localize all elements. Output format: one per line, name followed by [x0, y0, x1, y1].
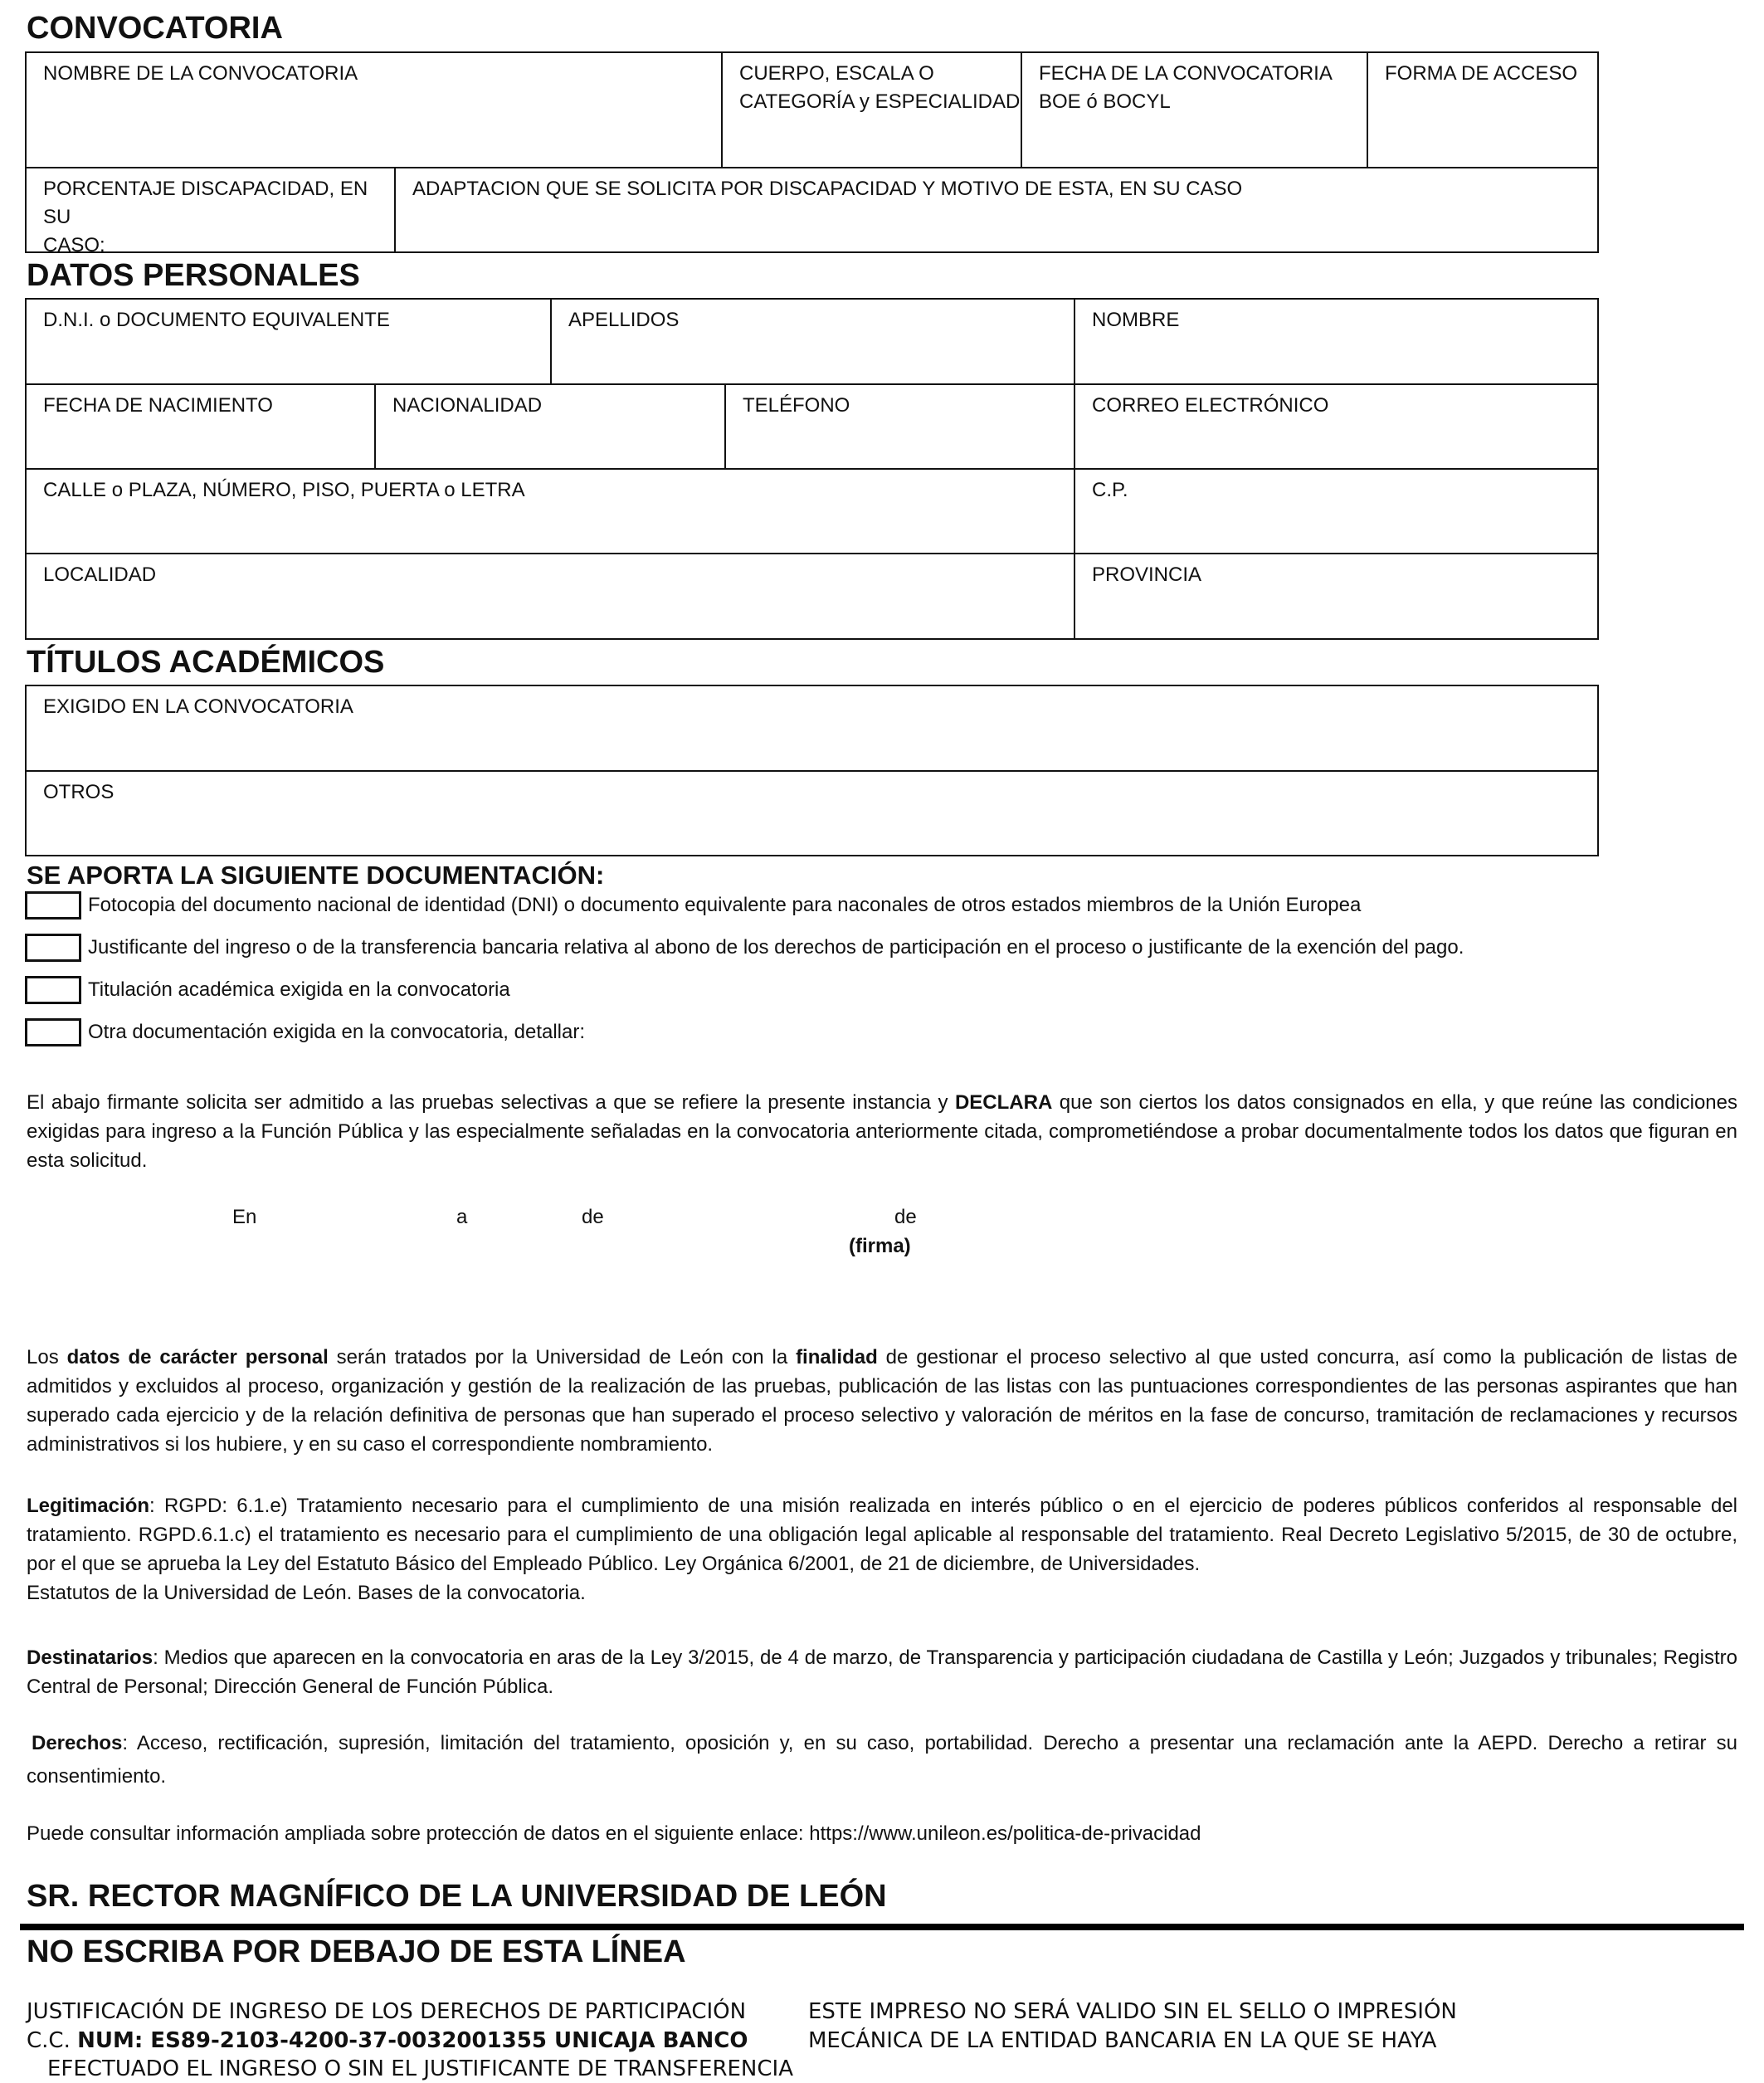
- destinatarios-paragraph: [27, 1643, 1737, 1701]
- field-label: FORMA DE ACCESO: [1385, 62, 1578, 85]
- field-titulo-otros[interactable]: [25, 770, 1599, 856]
- doc-item-otra: [25, 1017, 585, 1047]
- declaration-bold: DECLARA: [954, 1091, 1053, 1114]
- doc-item-dni: [25, 890, 1361, 920]
- field-telefono[interactable]: [724, 383, 1075, 470]
- privacy-paragraph: [27, 1343, 1737, 1459]
- footer-cuenta: [27, 2026, 748, 2056]
- field-localidad[interactable]: [25, 553, 1075, 640]
- field-label: ADAPTACION QUE SE SOLICITA POR DISCAPACIDAD Y MOTIVO DE ESTA, EN SU CASO: [412, 178, 1243, 200]
- field-label: C.P.: [1092, 479, 1128, 501]
- field-calle[interactable]: [25, 468, 1075, 554]
- field-label: APELLIDOS: [568, 309, 680, 331]
- section-title-documentacion: SE APORTA LA SIGUIENTE DOCUMENTACIÓN:: [27, 861, 605, 890]
- checkbox[interactable]: [25, 976, 81, 1004]
- declaration-paragraph: [27, 1088, 1737, 1175]
- field-titulo-exigido[interactable]: [25, 685, 1599, 772]
- checkbox[interactable]: [25, 891, 81, 920]
- field-fecha-convocatoria[interactable]: [1021, 51, 1368, 168]
- footer-aviso-3: EFECTUADO EL INGRESO O SIN EL JUSTIFICANTE DE TRANSFERENCIA: [47, 2056, 793, 2081]
- field-label: OTROS: [43, 781, 115, 803]
- field-nombre[interactable]: [1074, 298, 1599, 385]
- signature-en: En: [232, 1206, 257, 1228]
- derechos-label: Derechos: [32, 1732, 123, 1754]
- footer-cc-label: C.C.: [27, 2028, 78, 2053]
- field-label: NOMBRE DE LA CONVOCATORIA: [43, 62, 358, 85]
- footer-aviso-1: ESTE IMPRESO NO SERÁ VALIDO SIN EL SELLO O IMPRESIÓN: [808, 1999, 1457, 2024]
- field-nacionalidad[interactable]: [374, 383, 726, 470]
- checkbox[interactable]: [25, 1018, 81, 1046]
- field-label: PROVINCIA: [1092, 563, 1202, 586]
- field-label: CALLE o PLAZA, NÚMERO, PISO, PUERTA o LETRA: [43, 479, 525, 501]
- separator-bar: [20, 1924, 1744, 1930]
- legitimacion-paragraph: [27, 1491, 1737, 1578]
- field-label: PORCENTAJE DISCAPACIDAD, EN SU CASO:: [43, 178, 368, 256]
- legitimacion-text: : RGPD: 6.1.e) Tratamiento necesario para el cumplimiento de una misión realizada en interés público o en el ejercicio de poderes públicos conferidos al responsable del tratamiento. RGPD.6.1.c) el tratamiento es necesario para el cumplimiento de una obligación legal aplicable al responsable del tratamiento. Real Decreto Legislativo 5/2015, de 30 de octubre, por el que se aprueba la Ley del Estatuto Básico del Empleado Público. Ley Orgánica 6/2001, de 21 de diciembre, de Universidades.: [27, 1495, 1737, 1575]
- derechos-paragraph: [27, 1727, 1737, 1793]
- field-label: NACIONALIDAD: [392, 394, 543, 417]
- field-dni[interactable]: [25, 298, 552, 385]
- field-cp[interactable]: [1074, 468, 1599, 554]
- declaration-text: El abajo firmante solicita ser admitido a las pruebas selectivas a que se refiere la presente instancia y: [27, 1091, 955, 1114]
- field-label: LOCALIDAD: [43, 563, 157, 586]
- field-forma-acceso[interactable]: [1367, 51, 1599, 168]
- signature-de: de: [894, 1206, 917, 1228]
- field-fecha-nacimiento[interactable]: [25, 383, 376, 470]
- signature-a: a: [456, 1206, 468, 1228]
- doc-item-titulacion: [25, 975, 510, 1005]
- footer-aviso-2: MECÁNICA DE LA ENTIDAD BANCARIA EN LA QUE SE HAYA: [808, 2028, 1437, 2053]
- field-label: D.N.I. o DOCUMENTO EQUIVALENTE: [43, 309, 390, 331]
- privacy-text: serán tratados por la Universidad de León con la: [328, 1346, 797, 1368]
- field-nombre-convocatoria[interactable]: [25, 51, 723, 168]
- doc-item-label: Otra documentación exigida en la convocatoria, detallar:: [88, 1021, 586, 1043]
- field-label: CORREO ELECTRÓNICO: [1092, 394, 1329, 417]
- field-label: TELÉFONO: [743, 394, 850, 417]
- field-cuerpo-escala[interactable]: [721, 51, 1022, 168]
- field-label: FECHA DE NACIMIENTO: [43, 394, 273, 417]
- field-porcentaje-discapacidad[interactable]: [25, 167, 396, 256]
- footer-justificacion: JUSTIFICACIÓN DE INGRESO DE LOS DERECHOS DE PARTICIPACIÓN: [27, 1999, 747, 2024]
- signature-de: de: [582, 1206, 604, 1228]
- privacy-link-paragraph: Puede consultar información ampliada sobre protección de datos en el siguiente enlace: https://www.unileon.es/politica-de-privacidad: [27, 1822, 1201, 1845]
- field-provincia[interactable]: [1074, 553, 1599, 640]
- section-title-datos-personales: DATOS PERSONALES: [27, 258, 360, 293]
- doc-item-label: Justificante del ingreso o de la transferencia bancaria relativa al abono de los derechos de participación en el proceso o justificante de la exención del pago.: [88, 936, 1464, 959]
- field-apellidos[interactable]: [550, 298, 1075, 385]
- field-label: NOMBRE: [1092, 309, 1180, 331]
- no-escriba-title: NO ESCRIBA POR DEBAJO DE ESTA LÍNEA: [27, 1934, 686, 1969]
- privacy-text: de gestionar el proceso selectivo al que usted concurra, así como la publicación de listas de admitidos y excluidos al proceso, organización y gestión de la realización de las pruebas, publicación de las listas con las puntuaciones correspondientes de las personas aspirantes que han superado cada ejercicio y de la relación definitiva de personas que han superado el proceso selectivo y valoración de méritos en la fase de concurso, tramitación de reclamaciones y recursos administrativos si los hubiere, y en su caso el correspondiente nombramiento.: [27, 1346, 1737, 1456]
- section-title-convocatoria: CONVOCATORIA: [27, 11, 283, 46]
- legitimacion-label: Legitimación: [27, 1495, 150, 1517]
- estatutos-line: Estatutos de la Universidad de León. Bases de la convocatoria.: [27, 1582, 586, 1604]
- field-label: CUERPO, ESCALA O CATEGORÍA y ESPECIALIDAD: [739, 62, 1021, 113]
- checkbox[interactable]: [25, 934, 81, 962]
- field-label: FECHA DE LA CONVOCATORIA BOE ó BOCYL: [1039, 62, 1333, 113]
- doc-item-justificante: [25, 933, 1464, 963]
- privacy-bold: finalidad: [796, 1346, 878, 1368]
- signature-firma: (firma): [849, 1235, 911, 1257]
- destinatarios-text: : Medios que aparecen en la convocatoria en aras de la Ley 3/2015, de 4 de marzo, de Transparencia y participación ciudadana de Castilla y León; Juzgados y tribunales; Registro Central de Personal; Dirección General de Función Pública.: [27, 1646, 1737, 1698]
- doc-item-label: Titulación académica exigida en la convocatoria: [88, 978, 510, 1001]
- privacy-bold: datos de carácter personal: [66, 1346, 329, 1368]
- destinatarios-label: Destinatarios: [27, 1646, 153, 1669]
- declaration-text: que son ciertos los datos consignados en ella, y que reúne las condiciones exigidas para ingreso a la Función Pública y las especialmente señaladas en la convocatoria anteriormente citada, comprometiéndose a probar documentalmente todos los datos que figuran en esta solicitud.: [27, 1091, 1737, 1172]
- rector-title: SR. RECTOR MAGNÍFICO DE LA UNIVERSIDAD DE LEÓN: [27, 1879, 887, 1914]
- field-adaptacion[interactable]: [394, 167, 1599, 253]
- derechos-text: : Acceso, rectificación, supresión, limitación del tratamiento, oposición y, en su caso, portabilidad. Derecho a presentar una reclamación ante la AEPD. Derecho a retirar su consentimiento.: [27, 1732, 1737, 1788]
- privacy-text: Los: [27, 1346, 67, 1368]
- field-label: EXIGIDO EN LA CONVOCATORIA: [43, 695, 353, 718]
- section-title-titulos: TÍTULOS ACADÉMICOS: [27, 645, 385, 680]
- doc-item-label: Fotocopia del documento nacional de identidad (DNI) o documento equivalente para naconales de otros estados miembros de la Unión Europea: [88, 894, 1362, 916]
- field-correo-electronico[interactable]: [1074, 383, 1599, 470]
- footer-iban: NUM: ES89-2103-4200-37-0032001355 UNICAJA BANCO: [77, 2028, 748, 2053]
